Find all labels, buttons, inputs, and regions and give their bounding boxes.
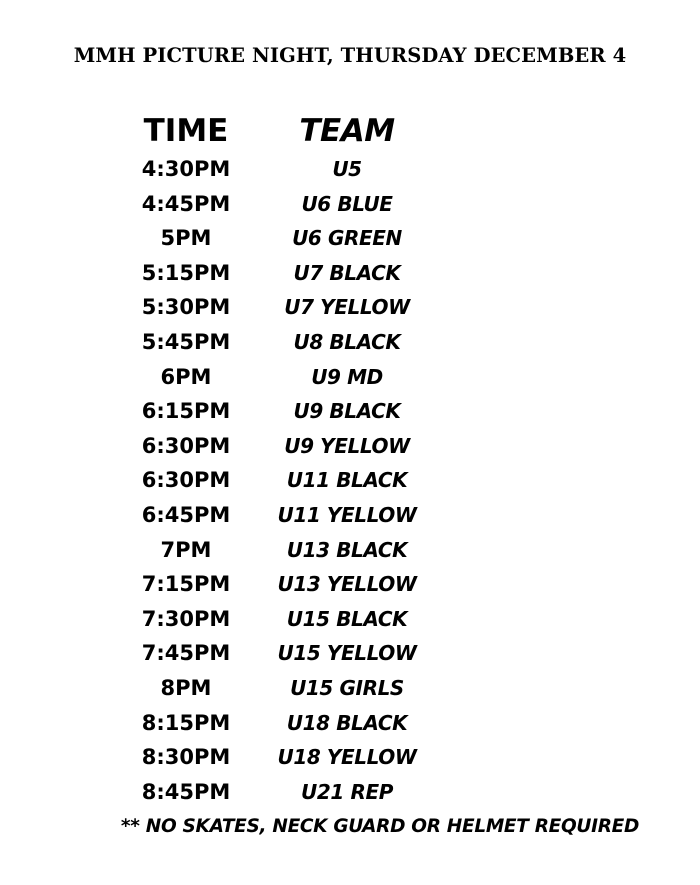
time-cell: 8:30PM	[141, 745, 231, 770]
time-cell: 5PM	[160, 226, 212, 251]
table-row	[0, 673, 700, 708]
time-cell: 7:15PM	[141, 572, 231, 597]
table-row	[0, 292, 700, 327]
table-row	[0, 223, 700, 258]
team-cell: U11 BLACK	[286, 468, 408, 493]
time-cell: 6:45PM	[141, 502, 231, 527]
time-cell: 8:15PM	[141, 710, 231, 735]
table-row	[0, 431, 700, 466]
table-row	[0, 500, 700, 535]
team-cell: U13 BLACK	[286, 537, 408, 562]
table-row	[0, 258, 700, 293]
time-cell: 6:30PM	[141, 433, 231, 458]
time-cell: 6:30PM	[141, 468, 231, 493]
table-row	[0, 189, 700, 224]
team-cell: U18 YELLOW	[277, 745, 417, 770]
time-cell: 5:15PM	[141, 260, 231, 285]
table-row	[0, 708, 700, 743]
table-row	[0, 362, 700, 397]
table-row	[0, 569, 700, 604]
team-cell: U15 GIRLS	[290, 675, 404, 700]
equipment-note: ** NO SKATES, NECK GUARD OR HELMET REQUIRED	[120, 816, 640, 837]
team-cell: U8 BLACK	[293, 329, 401, 354]
time-cell: 7:30PM	[141, 606, 231, 631]
time-cell: 6:15PM	[141, 399, 231, 424]
table-row	[0, 742, 700, 777]
team-cell: U18 BLACK	[286, 710, 408, 735]
team-column-header: TEAM	[299, 113, 395, 149]
table-row	[0, 154, 700, 189]
time-column-header: TIME	[143, 113, 229, 149]
page-title: MMH PICTURE NIGHT, THURSDAY DECEMBER 4	[73, 44, 627, 67]
team-cell: U6 BLUE	[301, 191, 393, 216]
team-cell: U9 BLACK	[293, 399, 401, 424]
table-row	[0, 535, 700, 570]
time-cell: 7PM	[160, 537, 212, 562]
time-cell: 6PM	[160, 364, 212, 389]
team-cell: U6 GREEN	[292, 226, 402, 251]
time-cell: 5:45PM	[141, 329, 231, 354]
time-cell: 8PM	[160, 675, 212, 700]
team-cell: U15 BLACK	[286, 606, 408, 631]
team-cell: U7 BLACK	[293, 260, 401, 285]
schedule-rows	[0, 154, 700, 811]
table-row	[0, 327, 700, 362]
time-cell: 5:30PM	[141, 295, 231, 320]
time-cell: 4:30PM	[141, 157, 231, 181]
team-cell: U9 MD	[311, 364, 383, 389]
schedule-table	[0, 112, 700, 811]
table-row	[0, 465, 700, 500]
table-row	[0, 396, 700, 431]
time-cell: 4:45PM	[141, 191, 231, 216]
table-row	[0, 777, 700, 812]
team-cell: U15 YELLOW	[277, 641, 417, 666]
time-cell: 7:45PM	[141, 641, 231, 666]
time-cell: 8:45PM	[141, 779, 231, 804]
table-header-row	[0, 112, 700, 154]
table-row	[0, 604, 700, 639]
team-cell: U9 YELLOW	[284, 433, 410, 458]
table-row	[0, 638, 700, 673]
team-cell: U5	[332, 157, 362, 181]
team-cell: U21 REP	[301, 779, 393, 804]
team-cell: U11 YELLOW	[277, 502, 417, 527]
team-cell: U13 YELLOW	[277, 572, 417, 597]
team-cell: U7 YELLOW	[284, 295, 410, 320]
